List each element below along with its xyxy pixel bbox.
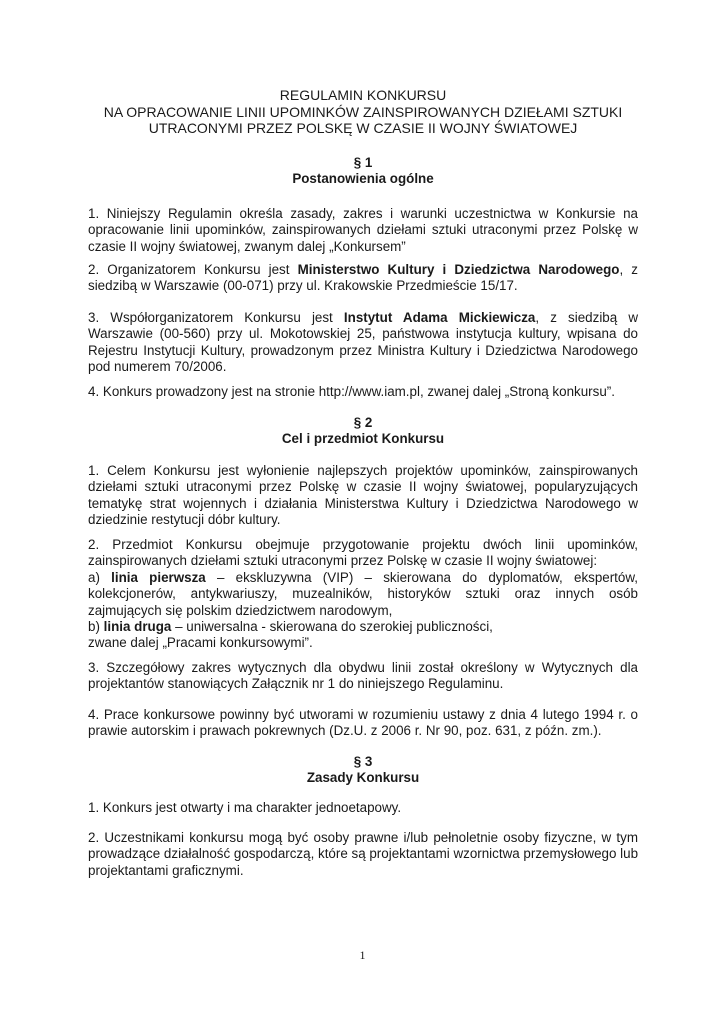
text-line: prawie autorskim i prawach pokrewnych (Dz.U. z 2006 r. Nr 90, poz. 631, z późn. zm.).	[88, 723, 602, 739]
text-line: zwane dalej „Pracami konkursowymi”.	[88, 635, 313, 651]
document-title	[80, 87, 646, 137]
organizer-name: Ministerstwo Kultury i Dziedzictwa Narodowego	[297, 262, 620, 277]
text-line: pod numerem 70/2006.	[88, 359, 227, 375]
section-2-paragraph-2	[88, 537, 638, 652]
section-2-title: Cel i przedmiot Konkursu	[281, 431, 445, 447]
text-line: Rejestru Instytucji Kultury, prowadzonym przez Ministra Kultury i Dziedzictwa Narodowego	[88, 342, 638, 358]
text-line: 3. Szczegółowy zakres wytycznych dla obydwu linii został określony w Wytycznych dla	[88, 660, 638, 675]
text-segment: , z	[619, 262, 638, 277]
section-1-paragraph-3	[88, 310, 638, 376]
text-line: projektantami graficznymi.	[88, 862, 244, 878]
text-line: 2. Uczestnikami konkursu mogą być osoby prawne i/lub pełnoletnie osoby fizyczne, w tym	[88, 830, 638, 845]
text-line: 4. Prace konkursowe powinny być utworami w rozumieniu ustawy z dnia 4 lutego 1994 r. o	[88, 707, 638, 722]
line-name-2: linia druga	[103, 619, 172, 635]
text-line: opracowanie linii upominków, zainspirowanych dziełami sztuki utraconymi przez Polskę w	[88, 222, 638, 238]
section-3-number: § 3	[353, 754, 373, 769]
title-line-2: NA OPRACOWANIE LINII UPOMINKÓW ZAINSPIROWANYCH DZIEŁAMI SZTUKI	[103, 103, 623, 120]
section-1-paragraph-1	[88, 206, 638, 255]
text-line: 1. Celem Konkursu jest wyłonienie najlepszych projektów upominków, zainspirowanych	[88, 463, 638, 478]
text-segment: 3. Współorganizatorem Konkursu jest	[88, 310, 344, 325]
text-line: 1. Niniejszy Regulamin określa zasady, zakres i warunki uczestnictwa w Konkursie na	[88, 206, 638, 221]
text-line: projektantów stanowiących Załącznik nr 1 do niniejszego Regulaminu.	[88, 676, 504, 692]
text-line: kolekcjonerów, antykwariuszy, muzealników, historyków sztuki oraz innych osób	[88, 586, 638, 602]
text-line: 1. Konkurs jest otwarty i ma charakter jednoetapowy.	[88, 800, 402, 815]
list-item-b	[88, 619, 638, 635]
section-3-paragraph-2	[88, 830, 638, 879]
title-line-1: REGULAMIN KONKURSU	[279, 87, 447, 103]
text-segment: – ekskluzywna (VIP) – skierowana do dyplomatów, ekspertów,	[205, 569, 639, 585]
text-line: zajmujących się polskim dziedzictwem narodowym,	[88, 602, 393, 618]
section-1-title: Postanowienia ogólne	[292, 171, 434, 187]
text-line	[88, 310, 638, 326]
text-line	[88, 262, 638, 278]
section-3-paragraph-1	[88, 800, 638, 816]
section-2-paragraph-3	[88, 660, 638, 693]
section-3-title: Zasady Konkursu	[306, 770, 420, 786]
title-line-3: UTRACONYMI PRZEZ POLSKĘ W CZASIE II WOJNY ŚWIATOWEJ	[148, 120, 578, 136]
list-item-a	[88, 570, 638, 586]
text-line: 2. Przedmiot Konkursu obejmuje przygotowanie projektu dwóch linii upominków,	[88, 537, 638, 552]
section-1-heading	[80, 155, 646, 188]
section-2-paragraph-4	[88, 707, 638, 740]
text-line: siedzibą w Warszawie (00-071) przy ul. Krakowskie Przedmieście 15/17.	[88, 278, 518, 294]
section-1-paragraph-4	[88, 384, 638, 400]
line-name-1: linia pierwsza	[111, 569, 206, 585]
section-2-number: § 2	[353, 415, 373, 430]
page-number: 1	[359, 948, 366, 962]
co-organizer-name: Instytut Adama Mickiewicza	[343, 310, 536, 325]
text-segment: 2. Organizatorem Konkursu jest	[88, 262, 298, 277]
text-line: tematykę strat wojennych i działania Ministerstwa Kultury i Dziedzictwa Narodowego w	[88, 495, 638, 511]
text-segment: , z siedzibą w	[535, 310, 638, 325]
text-line: czasie II wojny światowej, zwanym dalej „Konkursem”	[88, 238, 406, 254]
text-segment: – uniwersalna - skierowana do szerokiej publiczności,	[171, 619, 493, 635]
list-marker: a)	[88, 569, 112, 585]
section-1-paragraph-2	[88, 262, 638, 295]
section-1-number: § 1	[353, 155, 373, 170]
section-2-heading	[80, 415, 646, 448]
list-marker: b)	[88, 619, 104, 635]
section-3-heading	[80, 754, 646, 787]
section-2-paragraph-1	[88, 463, 638, 529]
text-line: zainspirowanych dziełami sztuki utraconymi przez Polskę w czasie II wojny światowej:	[88, 553, 598, 569]
text-line: Warszawie (00-560) przy ul. Mokotowskiej 25, państwowa instytucja kultury, wpisana do	[88, 326, 638, 342]
text-line: prowadzące działalność gospodarczą, które są projektantami wzornictwa przemysłowego lub	[88, 846, 639, 862]
text-line: 4. Konkurs prowadzony jest na stronie http://www.iam.pl, zwanej dalej „Stroną konkursu”.	[88, 384, 615, 399]
text-line: dziedzinie restytucji dóbr kultury.	[88, 512, 281, 528]
text-line: dziełami sztuki utraconymi przez Polskę w czasie II wojny światowej, popularyzujących	[88, 479, 638, 495]
